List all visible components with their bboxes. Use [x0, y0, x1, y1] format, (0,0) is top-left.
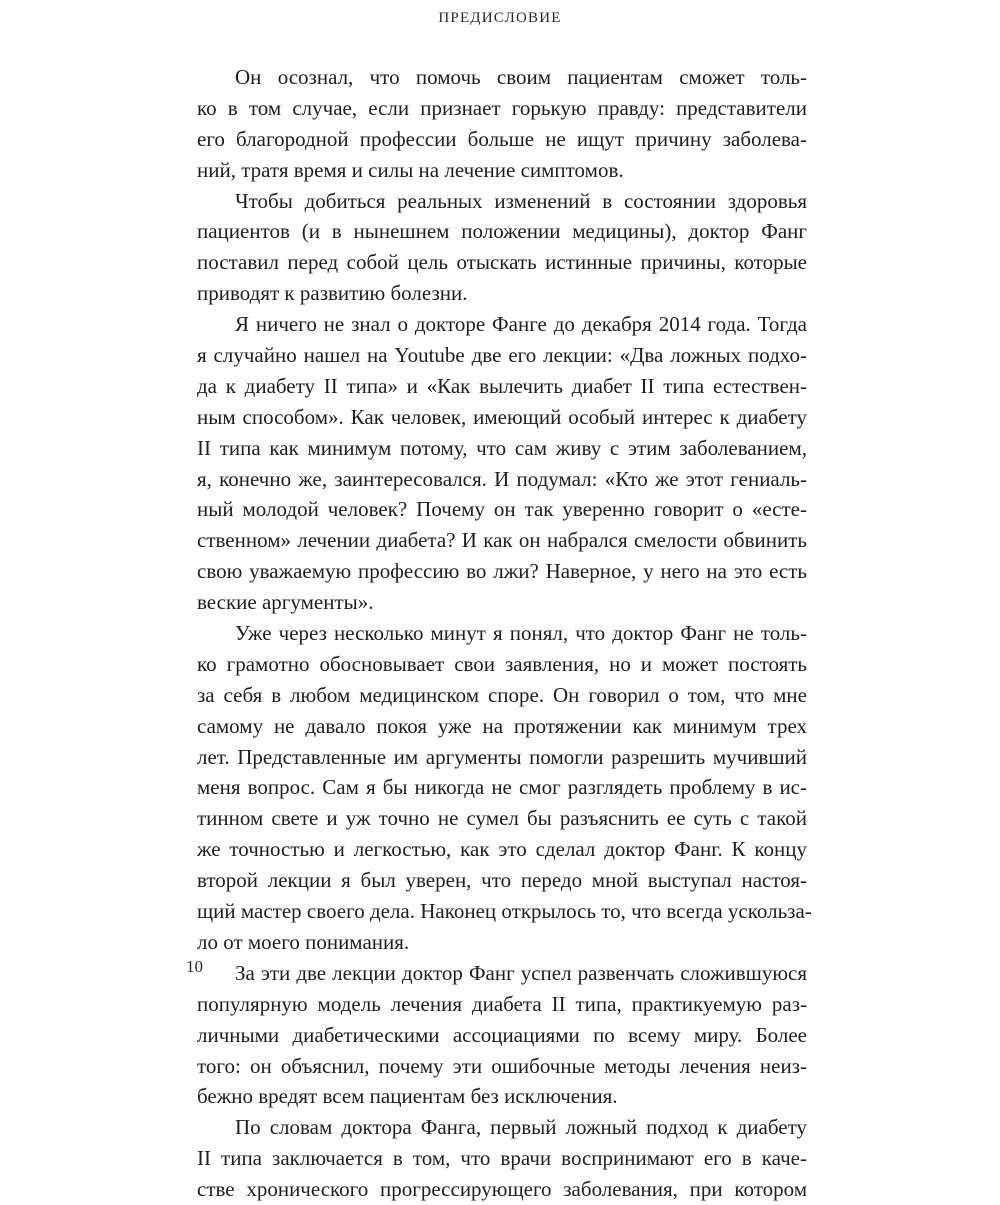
text-line: ственном» лечении диабета? И как он набрался смелости обвинить	[197, 528, 807, 553]
text-line: Он осознал, что помочь своим пациентам сможет толь-	[235, 65, 807, 89]
text-line: популярную модель лечения диабета II типа, практикуемую раз-	[197, 991, 807, 1016]
text-line: ко грамотно обосновывает свои заявления, но и может постоять	[197, 651, 807, 676]
text-line: Уже через несколько минут я понял, что доктор Фанг не толь-	[235, 621, 807, 646]
text-line: ло от моего понимания.	[197, 929, 410, 954]
text-line: же точностью и легкостью, как это сделал доктор Фанг. К концу	[197, 837, 807, 862]
text-line: По словам доктора Фанга, первый ложный подход к диабету	[235, 1115, 807, 1140]
text-line: за себя в любом медицинском споре. Он говорил о том, что мне	[197, 682, 807, 707]
text-line: ний, тратя время и силы на лечение симптомов.	[197, 157, 624, 182]
text-line: щий мастер своего дела. Наконец открылось то, что всегда ускольза-	[197, 899, 812, 924]
text-line: я случайно нашел на Youtube две его лекции: «Два ложных подхо-	[197, 343, 807, 368]
text-line: тинном свете и уж точно не сумел бы разъяснить ее суть с такой	[197, 806, 807, 831]
text-line: его благородной профессии больше не ищут причину заболева-	[197, 126, 807, 151]
text-line: ный молодой человек? Почему он так уверенно говорит о «есте-	[197, 497, 807, 522]
text-line: того: он объяснил, почему эти ошибочные методы лечения неиз-	[197, 1053, 807, 1078]
text-line: За эти две лекции доктор Фанг успел развенчать сложившуюся	[235, 960, 807, 985]
text-line: поставил перед собой цель отыскать истинные причины, которые	[197, 250, 807, 275]
text-line: да к диабету II типа» и «Как вылечить диабет II типа естествен-	[197, 373, 807, 398]
text-line: Я ничего не знал о докторе Фанге до декабря 2014 года. Тогда	[235, 312, 807, 337]
text-line: ным способом». Как человек, имеющий особый интерес к диабету	[197, 404, 807, 429]
body-text	[197, 62, 812, 1205]
text-line: лет. Представленные им аргументы помогли разрешить мучивший	[197, 744, 807, 769]
text-line: веские аргументы».	[197, 590, 374, 615]
text-line: стве хронического прогрессирующего заболевания, при котором	[197, 1177, 807, 1202]
page-number: 10	[186, 957, 203, 976]
running-header: ПРЕДИСЛОВИЕ	[438, 10, 562, 26]
text-line: Чтобы добиться реальных изменений в состоянии здоровья	[235, 188, 807, 213]
text-line: пациентов (и в нынешнем положении медицины), доктор Фанг	[197, 219, 807, 244]
text-line: ко в том случае, если признает горькую правду: представители	[197, 95, 807, 120]
text-line: приводят к развитию болезни.	[197, 281, 468, 306]
text-line: я, конечно же, заинтересовался. И подумал: «Кто же этот гениаль-	[197, 466, 807, 491]
text-line: самому не давало покоя уже на протяжении как минимум трех	[197, 713, 807, 738]
text-line: свою уважаемую профессию во лжи? Наверное, у него на это есть	[197, 559, 807, 584]
text-line: II типа заключается в том, что врачи воспринимают его в каче-	[197, 1146, 807, 1171]
text-line: меня вопрос. Сам я бы никогда не смог разглядеть проблему в ис-	[197, 775, 807, 800]
text-line: личными диабетическими ассоциациями по всему миру. Более	[197, 1022, 807, 1047]
text-line: бежно вредят всем пациентам без исключения.	[197, 1084, 618, 1109]
text-line: II типа как минимум потому, что сам живу с этим заболеванием,	[197, 435, 807, 460]
text-line: второй лекции я был уверен, что передо мной выступал настоя-	[197, 868, 807, 893]
